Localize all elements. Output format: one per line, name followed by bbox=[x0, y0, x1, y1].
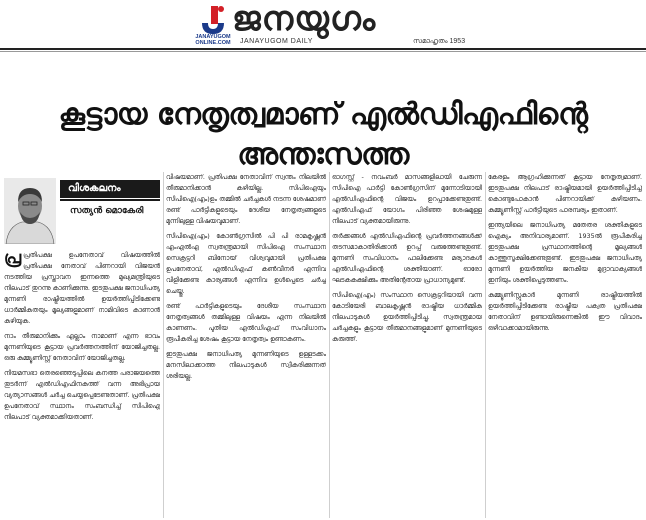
paragraph: ഇന്ത്യയിലെ ജനാധിപത്യ മതേതര ശക്തികളുടെ ഐക്യം അനിവാര്യമാണ്. 1935ൽ രൂപീകരിച്ച ഇടതുപക്ഷ പ്രസ്ഥാനത്തിന്റെ മൂല്യങ്ങൾ കാത്തുസൂക്ഷിക്കേണ്ടതുണ്ട്. ഇടതുപക്ഷ ജനാധിപത്യ മുന്നണി ഉയർത്തിയ ജനകീയ മുദ്രാവാക്യങ്ങൾ ഇനിയും ശക്തിപ്പെടുത്തണം. bbox=[488, 221, 642, 284]
column-divider bbox=[329, 172, 330, 518]
column-divider bbox=[163, 172, 164, 518]
paragraph: തർക്കങ്ങൾ എൽഡിഎഫിന്റെ പ്രവർത്തനങ്ങൾക്ക് തടസമാകാതിരിക്കാൻ ഉറപ്പ് വരുത്തേണ്ടതുണ്ട്. മുന്നണി സംവിധാനം പാലിക്കേണ്ട മര്യാദകൾ എൽഡിഎഫിന്റെ ശക്തിയാണ്. ഓരോ ഘടകകക്ഷിക്കും അതിന്റേതായ പ്രാധാന്യമുണ്ട്. bbox=[332, 232, 482, 284]
masthead-rule bbox=[0, 48, 646, 50]
paragraph: വിഷയമാണ്. പ്രതിപക്ഷ നേതാവിന് സ്വന്തം നിലയിൽ തീരുമാനിക്കാൻ കഴിയില്ല. സിപിഐയും സിപിഐ(എം)ഉം തമ്മിൽ ചർച്ചകൾ നടന്ന ശേഷമാണ് രണ്ട് പാർട്ടികളുടെയും ദേശീയ നേതൃത്വങ്ങളുടെ മുന്നിലുള്ള വിഷയവുമാണ്. bbox=[166, 173, 326, 225]
newspaper-title: ജനയുഗം bbox=[232, 0, 377, 39]
site-name: JANAYUGOM ONLINE.COM bbox=[195, 34, 231, 46]
paragraph: ഇടതുപക്ഷ ജനാധിപത്യ മുന്നണിയുടെ ഉള്ളടക്കം മനസിലാക്കാത്ത നിലപാടുകൾ സ്വീകരിക്കുന്നത് ശരിയല്ല. bbox=[166, 350, 326, 380]
article-column-4 bbox=[488, 172, 642, 518]
drop-cap: പ്ര bbox=[4, 250, 22, 268]
author-photo bbox=[4, 178, 56, 244]
masthead-rule-thin bbox=[0, 51, 646, 52]
article-headline: കൂട്ടായ നേതൃത്വമാണ് എൽഡിഎഫിന്റെ അന്തഃസത്ത bbox=[58, 97, 588, 172]
column-divider bbox=[485, 172, 486, 518]
paragraph: നിയമസഭാ തെരഞ്ഞെടുപ്പിലെ കനത്ത പരാജയത്തെ തുടർന്ന് എൽഡിഎഫിനകത്ത് വന്ന അഭിപ്രായ വ്യത്യാസങ്ങൾ ചർച്ച ചെയ്യപ്പെടേണ്ടതാണ്. പ്രതിപക്ഷ ഉപനേതാവ് സ്ഥാനം സംബന്ധിച്ച് സിപിഐ നിലപാട് വ്യക്തമാക്കിയതാണ്. bbox=[4, 369, 160, 421]
masthead bbox=[0, 0, 646, 52]
issue-label: സമാഹൃതം 1953 bbox=[413, 38, 466, 45]
paragraph: രണ്ട് പാർട്ടികളുടെയും ദേശീയ സംസ്ഥാന നേതൃത്വങ്ങൾ തമ്മിലുള്ള വിഷയം എന്ന നിലയിൽ കാണണം. പുതിയ എൽഡിഎഫ് സംവിധാനം രൂപീകരിച്ച ശേഷം കൂട്ടായ നേതൃത്വം ഉണ്ടാകണം. bbox=[166, 302, 326, 343]
paragraph: കേരളം ആഗ്രഹിക്കുന്നത് കൂട്ടായ നേതൃത്വമാണ്. ഇടതുപക്ഷ നിലപാട് രാഷ്ട്രീയമായി ഉയർത്തിപ്പിടിച്ച് കൊണ്ടുപോകാൻ പിണറായിക്ക് കഴിയണം. കമ്മ്യൂണിസ്റ്റ് പാർട്ടിയുടെ പാരമ്പര്യം ഇതാണ്. bbox=[488, 173, 642, 214]
paragraph: സിപിഐ(എം) കോൺഗ്രസിൽ പി പി രാമകൃഷ്ണൻ എംഎൽഎ സ്വതന്ത്രമായി സിപിഐ സംസ്ഥാന സെക്രട്ടറി ബിനോയ് വിശ്വവുമായി പ്രതിപക്ഷ ഉപനേതാവ്, എൽഡിഎഫ് കൺവീനർ എന്നിവ വിളിക്കേണ്ട കാര്യങ്ങൾ എന്നിവ ഉൾപ്പെടെ ചർച്ച ചെയ്തു. bbox=[166, 232, 326, 295]
paragraph: പ്ര പ്രതിപക്ഷ ഉപനേതാവ് വിഷയത്തിൽ പ്രതിപക്ഷ നേതാവ് പിണറായി വിജയൻ നടത്തിയ പ്രസ്താവന ഇന്നത്തെ മുഖ്യമന്ത്രിയുടെ നിലപാട് തുറന്നു കാണിക്കുന്നു. ഇടതുപക്ഷ ജനാധിപത്യ മുന്നണി രാഷ്ട്രീയത്തിൽ ഉയർത്തിപ്പിടിക്കേണ്ട ധാർമ്മികതയും മൂല്യങ്ങളുമാണ് നാമിവിടെ കാണാൻ കഴിയുക. bbox=[4, 250, 160, 325]
janayugom-logo-icon bbox=[198, 3, 228, 37]
edition-label: JANAYUGOM DAILY bbox=[240, 38, 313, 45]
author-portrait-icon bbox=[4, 178, 56, 244]
paragraph: നാം തീരുമാനിക്കും എല്ലാം നാമാണ് എന്ന ഭാവം മുന്നണിയുടെ കൂട്ടായ പ്രവർത്തനത്തിന് യോജിച്ചതല്ല. ഒരു കമ്മ്യൂണിസ്റ്റ് നേതാവിന് യോജിച്ചതല്ല. bbox=[4, 332, 160, 362]
paragraph: ഓഗസ്റ്റ് - നവംബർ മാസങ്ങളിലായി ചേരുന്ന സിപിഐ പാർട്ടി കോൺഗ്രസിന് മുന്നോടിയായി എൽഡിഎഫിന്റെ വിജയം ഉറപ്പാക്കേണ്ടതുണ്ട്. എൽഡിഎഫ് യോഗം പിരിഞ്ഞ ശേഷമുള്ള നിലപാട് വ്യക്തമായിരുന്നു. bbox=[332, 173, 482, 225]
section-label: വിശകലനം bbox=[60, 180, 160, 198]
article-column-2 bbox=[166, 172, 326, 518]
paragraph: കമ്മ്യൂണിസ്റ്റുകാർ മുന്നണി രാഷ്ട്രീയത്തിൽ ഉയർത്തിപ്പിടിക്കേണ്ട രാഷ്ട്രീയ പക്വത പ്രതിപക്ഷ നേതാവിന് ഉണ്ടായിരുന്നെങ്കിൽ ഈ വിവാദം ഒഴിവാക്കാമായിരുന്നു. bbox=[488, 291, 642, 332]
paragraph: സിപിഐ(എം) സംസ്ഥാന സെക്രട്ടറിയായി വന്ന കോടിയേരി ബാലകൃഷ്ണൻ രാഷ്ട്രീയ ധാർമ്മിക നിലപാടുകൾ ഉയർത്തിപ്പിടിച്ചു. സ്വതന്ത്രമായ ചർച്ചകളും കൂട്ടായ തീരുമാനങ്ങളുമാണ് മുന്നണിയുടെ കരുത്ത്. bbox=[332, 291, 482, 343]
author-name: സത്യൻ മൊകേരി bbox=[70, 206, 144, 216]
section-underline bbox=[60, 199, 160, 201]
article-column-1 bbox=[4, 250, 160, 518]
article-column-3 bbox=[332, 172, 482, 518]
